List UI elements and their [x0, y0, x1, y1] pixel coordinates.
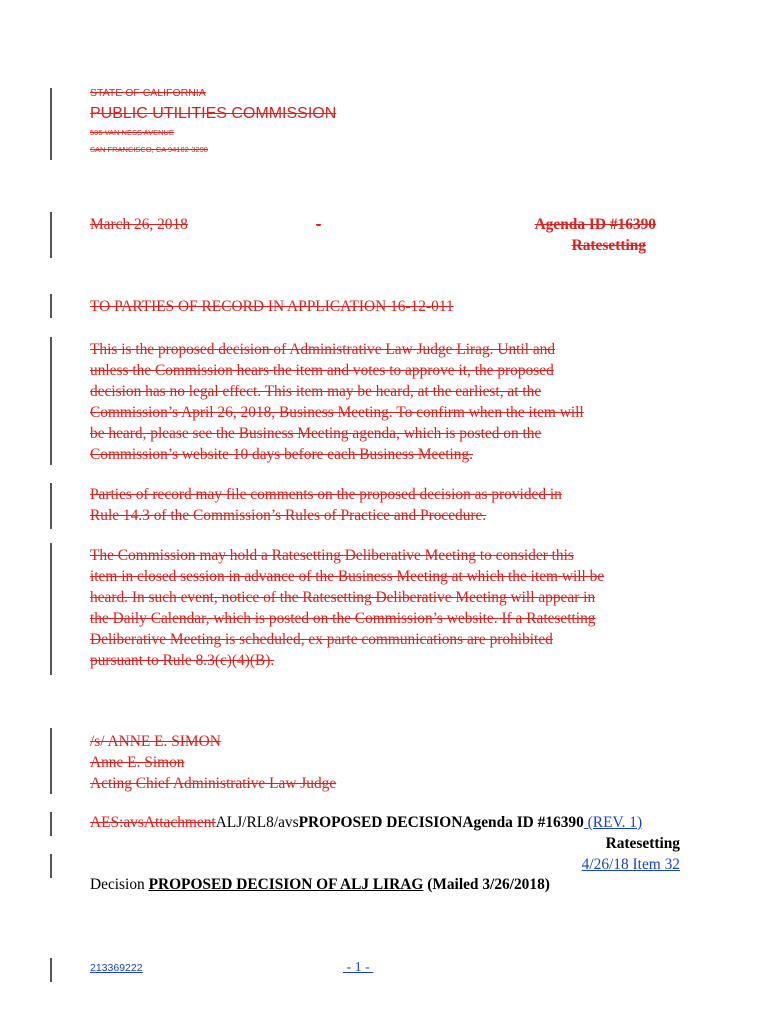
text-line: Commission’s website 10 days before each Business Meeting. — [90, 446, 473, 463]
agenda-id: Agenda ID #16390 — [534, 216, 656, 233]
page-number: - 1 - — [343, 960, 374, 975]
change-bar — [50, 88, 52, 160]
text-line: decision has no legal effect. This item may be heard, at the earliest, at the — [90, 383, 542, 400]
signer-name: Anne E. Simon — [90, 754, 185, 771]
change-bar — [50, 728, 52, 794]
agenda-id-current: Agenda ID #16390 — [462, 814, 584, 831]
text-line: Commission’s April 26, 2018, Business Meeting. To confirm when the item will — [90, 404, 584, 421]
commission-name: PUBLIC UTILITIES COMMISSION — [90, 105, 337, 122]
change-bar — [50, 294, 52, 318]
proposed-decision-label: PROPOSED DECISION — [298, 814, 463, 831]
text-line: item in closed session in advance of the Business Meeting at which the item will be — [90, 568, 605, 585]
text-line: pursuant to Rule 8.3(c)(4)(B). — [90, 652, 275, 669]
text-line: Deliberative Meeting is scheduled, ex parte communications are prohibited — [90, 631, 553, 648]
text-line: unless the Commission hears the item and votes to approve it, the proposed — [90, 362, 554, 379]
change-bar — [50, 337, 52, 465]
signature: /s/ ANNE E. SIMON — [90, 733, 221, 750]
salutation: TO PARTIES OF RECORD IN APPLICATION 16-12-011 — [90, 298, 454, 315]
deleted-reference: AES:avsAttachment — [90, 814, 216, 831]
proposed-decision-title: PROPOSED DECISION OF ALJ LIRAG — [148, 876, 424, 893]
text-line: the Daily Calendar, which is posted on the Commission’s website. If a Ratesetting — [90, 610, 596, 627]
decision-line — [90, 876, 550, 894]
change-bar — [50, 543, 52, 675]
address-line-2: SAN FRANCISCO, CA 94102-3298 — [90, 145, 208, 154]
decision-word: Decision — [90, 876, 149, 893]
ratesetting-label: Ratesetting — [571, 237, 646, 254]
change-bar — [50, 812, 52, 836]
paragraph-proposed-decision — [90, 339, 700, 465]
state-line: STATE OF CALIFORNIA — [90, 87, 206, 99]
separator-dash: - — [316, 216, 322, 233]
text-line: heard. In such event, notice of the Ratesetting Deliberative Meeting will appear in — [90, 589, 596, 606]
paragraph-comments — [90, 484, 700, 526]
text-line: The Commission may hold a Ratesetting Deliberative Meeting to consider this — [90, 547, 574, 564]
paragraph-deliberative-meeting — [90, 545, 700, 671]
ratesetting-current: Ratesetting — [605, 835, 680, 852]
revision-label: (REV. 1) — [583, 814, 643, 831]
item-reference: 4/26/18 Item 32 — [581, 856, 680, 873]
mailed-date: (Mailed 3/26/2018) — [423, 876, 550, 893]
change-bar — [50, 958, 52, 982]
alj-reference: ALJ/RL8/avs — [215, 814, 299, 831]
letter-date: March 26, 2018 — [90, 216, 188, 233]
reference-line — [90, 814, 642, 832]
change-bar — [50, 212, 52, 258]
text-line: be heard, please see the Business Meeting agenda, which is posted on the — [90, 425, 542, 442]
signer-title: Acting Chief Administrative Law Judge — [90, 775, 337, 792]
text-line: Rule 14.3 of the Commission’s Rules of Practice and Procedure. — [90, 507, 487, 524]
signature-block — [90, 731, 700, 794]
text-line: This is the proposed decision of Administrative Law Judge Lirag. Until and — [90, 341, 556, 358]
document-number: 213369222 — [90, 962, 143, 974]
change-bar — [50, 483, 52, 529]
text-line: Parties of record may file comments on the proposed decision as provided in — [90, 486, 562, 503]
change-bar — [50, 854, 52, 878]
address-line-1: 505 VAN NESS AVENUE — [90, 128, 174, 137]
